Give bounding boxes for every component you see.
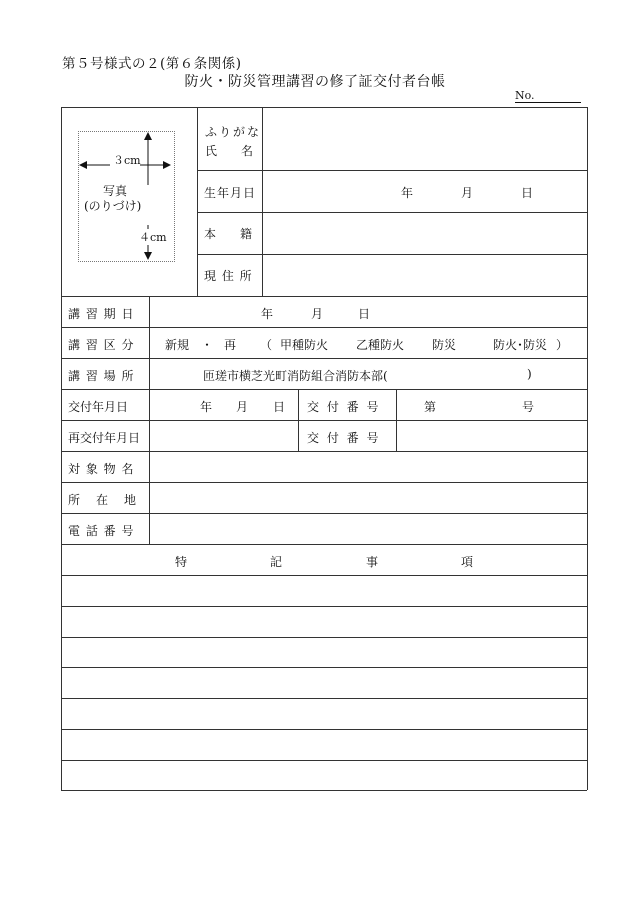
dob-year: 年 [401,186,414,200]
reissue-no-field[interactable] [398,422,584,448]
notes-header-char: 事 [366,555,379,569]
note-row[interactable] [63,669,585,696]
reissue-date-label: 再交付年月日 [68,431,141,445]
location-label: 所 在 地 [68,493,139,507]
period-day: 日 [358,307,371,321]
issue-no-label: 交 付 番 号 [307,400,381,414]
address-label: 現 住 所 [204,269,253,283]
form-reference: 第５号様式の２(第６条関係) [62,56,242,72]
name-field[interactable] [264,115,584,167]
period-year: 年 [261,307,274,321]
category-new[interactable]: 新規 [165,338,190,352]
issue-no-prefix: 第 [424,400,437,414]
reissue-no-label: 交 付 番 号 [307,431,381,445]
photo-height-label: ４cm [139,231,167,244]
domicile-label: 本 籍 [204,227,253,241]
issue-month: 月 [236,400,249,414]
note-row[interactable] [63,577,585,604]
register-number: No. [515,90,581,103]
category-open-paren: （ [260,338,273,352]
phone-label: 電 話 番 号 [68,524,135,538]
venue-label: 講 習 場 所 [68,369,135,383]
period-month: 月 [311,307,324,321]
notes-header-char: 項 [461,555,474,569]
category-close-paren: ） [556,338,569,352]
category-re[interactable]: 再 [224,338,237,352]
address-field[interactable] [264,256,584,294]
dob-label: 生年月日 [204,186,257,200]
target-label: 対 象 物 名 [68,462,135,476]
photo-width-label: ３cm [113,154,141,167]
dob-day: 日 [521,186,534,200]
venue-close: ) [527,367,532,381]
phone-field[interactable] [151,515,584,541]
reissue-date-field[interactable] [151,422,295,448]
category-disaster[interactable]: 防災 [432,338,457,352]
category-separator: ・ [201,338,214,352]
form-title: 防火・防災管理講習の修了証交付者台帳 [184,74,446,90]
issue-year: 年 [200,400,213,414]
note-row[interactable] [63,762,585,788]
note-row[interactable] [63,700,585,727]
venue-text: 匝瑳市横芝光町消防組合消防本部( [203,369,388,383]
name-label: 氏 名 [205,144,254,158]
photo-caption-glue: (のりづけ) [84,199,142,213]
notes-header-char: 特 [175,555,188,569]
photo-caption: 写真 [103,184,128,198]
dob-month: 月 [461,186,474,200]
category-label: 講 習 区 分 [68,338,135,352]
category-type-b[interactable]: 乙種防火 [356,338,405,352]
note-row[interactable] [63,639,585,665]
furigana-label: ふりがな [205,125,262,139]
category-type-a[interactable]: 甲種防火 [280,338,329,352]
period-label: 講 習 期 日 [68,307,135,321]
notes-header-char: 記 [270,555,283,569]
issue-no-suffix: 号 [522,400,535,414]
note-row[interactable] [63,608,585,635]
issue-day: 日 [273,400,286,414]
category-both[interactable]: 防火･防災 [493,338,548,352]
note-row[interactable] [63,731,585,758]
domicile-field[interactable] [264,214,584,252]
issue-date-label: 交付年月日 [68,400,129,414]
target-field[interactable] [151,453,584,479]
location-field[interactable] [151,484,584,510]
